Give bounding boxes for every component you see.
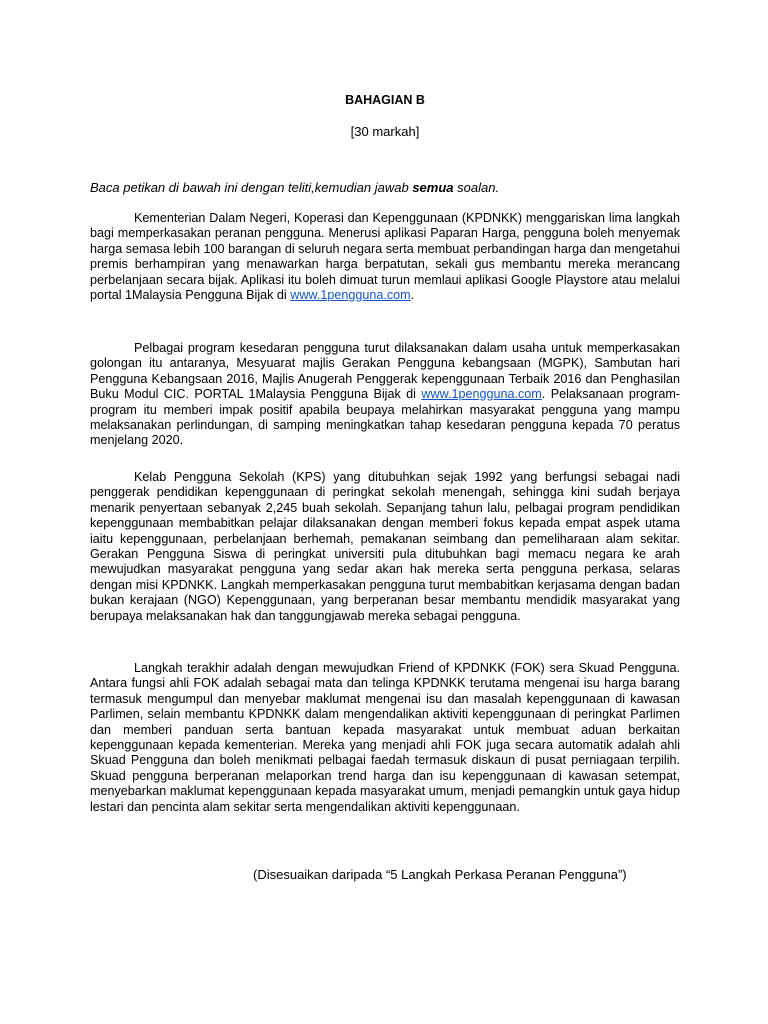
paragraph-2-text: Pelbagai program kesedaran pengguna turut dilaksanakan dalam usaha untuk memperkasakan golongan itu antaranya, Mesyuarat majlis Gerakan Pengguna kebangsaan (MGPK), Sambutan hari Pengguna Kebangsaan 2016, Majlis Anugerah Penggerak kepenggunaan Terbaik 2016 dan Penghasilan Buku Modul CIC. PORTAL 1Malaysia Pengguna Bijak di (90, 341, 680, 402)
instruction-before: Baca petikan di bawah ini dengan teliti,kemudian jawab (90, 180, 413, 195)
instruction-emphasis: semua (412, 180, 454, 195)
marks-label: [30 markah] (350, 124, 420, 139)
instruction-text (90, 180, 499, 195)
paragraph-1 (90, 211, 680, 303)
paragraph-2-after: . Pelaksanaan program-program itu memberi impak positif apabila beupaya melahirkan masyarakat pengguna yang mampu melaksanakan perlindungan, di samping meningkatkan tahap kesedaran pengguna kepada 70 peratus menjelang 2020. (90, 387, 681, 448)
paragraph-1-text: Kementerian Dalam Negeri, Koperasi dan Kepenggunaan (KPDNKK) menggariskan lima langkah bagi memperkasakan peranan pengguna. Menerusi aplikasi Paparan Harga, pengguna boleh menyemak harga semasa lebih 100 barangan di seluruh negara serta membuat perbandingan harga dan mengetahui premis berhampiran yang menawarkan harga berpatutan, sekali gus membantu mereka merancang perbelanjaan secara bijak. Aplikasi itu boleh dimuat turun memlaui aplikasi Google Playstore atau melalui portal 1Malaysia Pengguna Bijak di (90, 211, 680, 303)
paragraph-3 (90, 470, 680, 624)
source-citation: (Disesuaikan daripada “5 Langkah Perkasa Peranan Pengguna”) (253, 867, 627, 882)
paragraph-4-text: Langkah terakhir adalah dengan mewujudkan Friend of KPDNKK (FOK) sera Skuad Pengguna. Antara fungsi ahli FOK adalah sebagai mata dan telinga KPDNKK terutama mengenai isu harga barang termasuk mengumpul dan menyebar maklumat mengenai isu dan masalah kepenggunaan di kawasan Parlimen, selain membantu KPDNKK dalam mengendalikan aktiviti kepenggunaan di peringkat Parlimen dan memberi panduan serta bantuan kepada masyarakat untuk membuat aduan berkaitan kepenggunaan kepada kementerian. Mereka yang menjadi ahli FOK juga secara automatik adalah ahli Skuad Pengguna dan boleh menikmati pelbagai faedah termasuk diskaun di pusat perniagaan terpilih. Skuad pengguna berperanan melaporkan trend harga dan isu kepenggunaan di kawasan setempat, menyebarkan maklumat kepenggunaan kepada masyarakat umum, menjadi pemangkin untuk gaya hidup lestari dan pencinta alam sekitar serta mengendalikan aktiviti kepenggunaan. (90, 661, 680, 814)
paragraph-2 (90, 341, 680, 449)
portal-link-2[interactable]: www.1pengguna.com (421, 387, 542, 402)
section-heading: BAHAGIAN B (345, 93, 425, 107)
paragraph-4 (90, 661, 680, 815)
instruction-after: soalan. (453, 180, 500, 195)
portal-link-1[interactable]: www.1pengguna.com (290, 288, 411, 303)
paragraph-3-text: Kelab Pengguna Sekolah (KPS) yang ditubuhkan sejak 1992 yang berfungsi sebagai nadi penggerak pendidikan kepenggunaan di peringkat sekolah menengah, sehingga kini sudah berjaya menarik penyertaan sebanyak 2,245 buah sekolah. Sepanjang tahun lalu, pelbagai program pendidikan kepenggunaan membabitkan pelajar dilaksanakan dengan memberi fokus kepada empat aspek utama iaitu kepenggunaan, perbelanjaan berhemah, pemakanan seimbang dan pemeliharaan alam sekitar. Gerakan Pengguna Siswa di peringkat universiti pula ditubuhkan bagi memacu negara ke arah mewujudkan masyarakat pengguna yang sedar akan hak mereka serta pengguna perkasa, selaras dengan misi KPDNKK. Langkah memperkasakan pengguna turut membabitkan kerjasama dengan badan bukan kerajaan (NGO) Kepenggunaan, yang berperanan besar membantu mendidik masyarakat yang berupaya melaksanakan hak dan tanggungjawab mereka sebagai pengguna. (90, 470, 680, 623)
paragraph-1-after: . (410, 288, 415, 303)
